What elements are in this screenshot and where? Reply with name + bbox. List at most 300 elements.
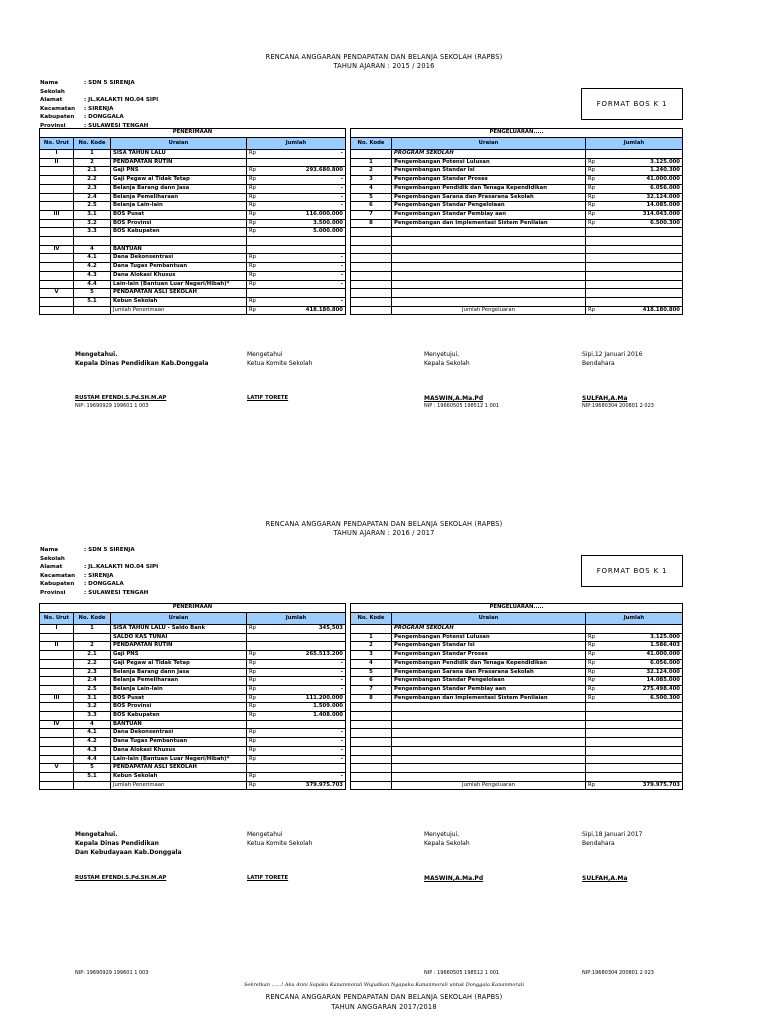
cell-rp: Rp bbox=[247, 755, 264, 764]
cell-jumlah: - bbox=[264, 677, 346, 686]
format-box bbox=[581, 88, 683, 120]
sign-kadis-line3: Dan Kebudayaan Kab.Donggala bbox=[75, 849, 182, 856]
cell-no-kode-out: 2 bbox=[351, 167, 392, 176]
cell-no-kode: 4.4 bbox=[74, 280, 111, 289]
cell-rp-out: Rp bbox=[586, 677, 603, 686]
cell-jumlah-out: 314.043.000 bbox=[603, 210, 683, 219]
section-header-row bbox=[40, 129, 683, 138]
cell-uraian-out: Pengembangan Sarana dan Prasarana Sekolah bbox=[392, 193, 586, 202]
cell-jumlah bbox=[264, 237, 346, 246]
cell-no-kode-out bbox=[351, 297, 392, 306]
table-row bbox=[40, 755, 683, 764]
cell-rp-out: Rp bbox=[586, 184, 603, 193]
total-row bbox=[40, 306, 683, 315]
school-info bbox=[40, 79, 158, 131]
cell-no-kode: 2.4 bbox=[74, 193, 111, 202]
budget-table bbox=[39, 128, 683, 315]
cell-uraian-out: Pengembangan Standar Pengelolaan bbox=[392, 677, 586, 686]
sign-kepsek bbox=[424, 830, 470, 848]
info-row bbox=[40, 79, 158, 96]
cell-no-kode: 2.2 bbox=[74, 659, 111, 668]
cell-no-kode-out bbox=[351, 237, 392, 246]
cell-rp: Rp bbox=[247, 677, 264, 686]
cell-rp-out: Rp bbox=[586, 685, 603, 694]
cell-no-urut bbox=[40, 703, 74, 712]
total-row bbox=[40, 781, 683, 790]
cell-rp: Rp bbox=[247, 729, 264, 738]
cell-jumlah-out bbox=[603, 289, 683, 298]
info-value: : SULAWESI TENGAH bbox=[84, 122, 149, 129]
cell-no-kode-out: 8 bbox=[351, 694, 392, 703]
cell-no-urut bbox=[40, 729, 74, 738]
info-value: : SIRENJA bbox=[84, 105, 114, 112]
total-value-out: 418.180.800 bbox=[603, 306, 683, 315]
cell-no-kode: 2.3 bbox=[74, 184, 111, 193]
table-row bbox=[40, 625, 683, 634]
nip-bendahara: NIP:19680304 200801 2 023 bbox=[582, 970, 654, 976]
cell-no-kode-out: 4 bbox=[351, 184, 392, 193]
cell-jumlah-out bbox=[603, 720, 683, 729]
cell-jumlah: 345,503 bbox=[264, 625, 346, 634]
cell-uraian: PENDAPATAN RUTIN bbox=[111, 158, 247, 167]
cell-uraian: Belanja Pemeliharaan bbox=[111, 677, 247, 686]
name-kadis: RUSTAM EFENDI.S.Pd.SH.M.AP bbox=[75, 395, 167, 401]
table-row bbox=[40, 237, 683, 246]
cell-uraian-out: PROGRAM SEKOLAH bbox=[392, 150, 586, 159]
cell-rp bbox=[247, 764, 264, 773]
cell-jumlah-out bbox=[603, 150, 683, 159]
cell-no-urut bbox=[40, 271, 74, 280]
cell-no-kode-out: 3 bbox=[351, 651, 392, 660]
info-row bbox=[40, 563, 158, 572]
cell-rp-out bbox=[586, 703, 603, 712]
cell-rp-out bbox=[586, 228, 603, 237]
cell-empty bbox=[74, 781, 111, 790]
cell-no-urut bbox=[40, 651, 74, 660]
info-value: : SIRENJA bbox=[84, 572, 114, 579]
cell-no-kode-out: 1 bbox=[351, 158, 392, 167]
info-label: Alamat bbox=[40, 97, 63, 104]
cell-no-urut bbox=[40, 685, 74, 694]
sign-kadis-line1: Mengetahui. bbox=[75, 831, 118, 838]
cell-uraian-out: Pengembangan Potensi Lulusan bbox=[392, 633, 586, 642]
table-row bbox=[40, 659, 683, 668]
cell-no-kode-out: 7 bbox=[351, 685, 392, 694]
cell-jumlah: 5.000.000 bbox=[264, 228, 346, 237]
next-report-title: RENCANA ANGGARAN PENDAPATAN DAN BELANJA SEKOLAH (RAPBS) bbox=[265, 993, 503, 1001]
cell-no-kode-out bbox=[351, 289, 392, 298]
cell-rp-out: Rp bbox=[586, 651, 603, 660]
cell-rp: Rp bbox=[247, 254, 264, 263]
cell-rp: Rp bbox=[247, 184, 264, 193]
cell-no-kode-out: 6 bbox=[351, 677, 392, 686]
cell-uraian-out bbox=[392, 755, 586, 764]
cell-uraian-out: Pengembangan Standar Proses bbox=[392, 651, 586, 660]
cell-rp: Rp bbox=[247, 738, 264, 747]
cell-jumlah-out bbox=[603, 254, 683, 263]
sign-kadis bbox=[75, 350, 208, 368]
info-label: Provinsi bbox=[40, 589, 66, 596]
sign-kadis-line1: Mengetahui. bbox=[75, 351, 118, 358]
cell-rp: Rp bbox=[247, 685, 264, 694]
table-row bbox=[40, 202, 683, 211]
cell-jumlah: 116.000.000 bbox=[264, 210, 346, 219]
total-rp-out: Rp bbox=[586, 306, 603, 315]
cell-uraian: PENDAPATAN RUTIN bbox=[111, 642, 247, 651]
cell-uraian-out bbox=[392, 228, 586, 237]
cell-rp-out bbox=[586, 150, 603, 159]
cell-jumlah: - bbox=[264, 202, 346, 211]
info-value: : SDN 5 SIRENJA bbox=[84, 547, 135, 553]
total-rp: Rp bbox=[247, 306, 264, 315]
cell-rp: Rp bbox=[247, 280, 264, 289]
cell-rp-out bbox=[586, 280, 603, 289]
info-label: Kecamatan bbox=[40, 105, 76, 112]
cell-jumlah bbox=[264, 720, 346, 729]
info-label: Nama Sekolah bbox=[40, 547, 65, 562]
cell-uraian-out bbox=[392, 254, 586, 263]
cell-rp-out: Rp bbox=[586, 668, 603, 677]
table-row bbox=[40, 150, 683, 159]
cell-rp: Rp bbox=[247, 651, 264, 660]
total-label-out: Jumlah Pengeluaran bbox=[392, 781, 586, 790]
cell-rp-out: Rp bbox=[586, 202, 603, 211]
cell-jumlah-out bbox=[603, 263, 683, 272]
cell-rp: Rp bbox=[247, 712, 264, 721]
info-label: Kabupaten bbox=[40, 581, 75, 588]
cell-no-kode: 2.4 bbox=[74, 677, 111, 686]
info-label: Kecamatan bbox=[40, 572, 76, 579]
cell-no-kode-out bbox=[351, 703, 392, 712]
info-value: : SDN 5 SIRENJA bbox=[84, 80, 135, 86]
cell-no-kode-out bbox=[351, 254, 392, 263]
table-row bbox=[40, 280, 683, 289]
cell-jumlah bbox=[264, 245, 346, 254]
cell-uraian: BANTUAN bbox=[111, 245, 247, 254]
sign-komite-line2: Ketua Komite Sekolah bbox=[247, 360, 313, 367]
cell-uraian-out: Pengembangan Standar Proses bbox=[392, 176, 586, 185]
column-header-row bbox=[40, 138, 683, 150]
cell-no-kode: 3.3 bbox=[74, 228, 111, 237]
cell-no-urut bbox=[40, 746, 74, 755]
cell-no-kode: 4.3 bbox=[74, 746, 111, 755]
total-rp-out: Rp bbox=[586, 781, 603, 790]
cell-jumlah-out bbox=[603, 703, 683, 712]
name-komite: LATIF TORETE bbox=[247, 875, 289, 881]
cell-jumlah-out bbox=[603, 746, 683, 755]
cell-uraian: Dana Alokasi Khusus bbox=[111, 746, 247, 755]
cell-no-kode-out: 1 bbox=[351, 633, 392, 642]
cell-rp: Rp bbox=[247, 167, 264, 176]
total-rp: Rp bbox=[247, 781, 264, 790]
cell-no-kode: 1 bbox=[74, 625, 111, 634]
cell-no-kode: 4.1 bbox=[74, 254, 111, 263]
info-label: Nama Sekolah bbox=[40, 80, 65, 95]
cell-no-kode: 3.1 bbox=[74, 210, 111, 219]
cell-jumlah bbox=[264, 158, 346, 167]
cell-no-urut: II bbox=[40, 642, 74, 651]
cell-no-kode-out bbox=[351, 764, 392, 773]
cell-jumlah: - bbox=[264, 150, 346, 159]
col-no-kode-out: No. Kode bbox=[351, 138, 392, 150]
cell-uraian-out bbox=[392, 263, 586, 272]
cell-uraian: BOS Kabupaten bbox=[111, 228, 247, 237]
cell-uraian-out bbox=[392, 738, 586, 747]
sign-bendahara bbox=[582, 830, 642, 848]
school-info bbox=[40, 546, 158, 598]
col-jumlah: Jumlah bbox=[247, 138, 346, 150]
cell-jumlah: - bbox=[264, 668, 346, 677]
name-kepsek: MASWIN,A.Ma.Pd bbox=[424, 395, 484, 402]
sign-date: Sipi,12 Januari 2016 bbox=[582, 351, 643, 358]
format-label: FORMAT BOS K 1 bbox=[596, 100, 668, 108]
sign-kepsek-line2: Kepala Sekolah bbox=[424, 360, 470, 367]
cell-uraian: SISA TAHUN LALU bbox=[111, 150, 247, 159]
cell-uraian: Kebun Sekolah bbox=[111, 297, 247, 306]
cell-uraian: Belanja Barang dann Jasa bbox=[111, 668, 247, 677]
cell-rp-out bbox=[586, 254, 603, 263]
cell-no-kode: 2 bbox=[74, 158, 111, 167]
sign-bendahara-line: Bendahara bbox=[582, 360, 615, 367]
cell-rp-out bbox=[586, 772, 603, 781]
cell-no-kode: 3.2 bbox=[74, 703, 111, 712]
cell-rp-out bbox=[586, 755, 603, 764]
cell-no-urut bbox=[40, 677, 74, 686]
cell-no-kode: 2.5 bbox=[74, 685, 111, 694]
cell-uraian-out: Pengembangan Standar Pembiay aan bbox=[392, 210, 586, 219]
cell-jumlah-out bbox=[603, 712, 683, 721]
cell-no-kode: 5 bbox=[74, 289, 111, 298]
cell-uraian: BANTUAN bbox=[111, 720, 247, 729]
cell-uraian-out bbox=[392, 271, 586, 280]
cell-jumlah: - bbox=[264, 263, 346, 272]
cell-uraian: BOS Pusat bbox=[111, 694, 247, 703]
cell-jumlah: - bbox=[264, 280, 346, 289]
sign-date: Sipi,18 Januari 2017 bbox=[582, 831, 643, 838]
table-row bbox=[40, 642, 683, 651]
cell-uraian-out bbox=[392, 772, 586, 781]
cell-uraian: BOS Pusat bbox=[111, 210, 247, 219]
cell-no-kode: 4.4 bbox=[74, 755, 111, 764]
cell-jumlah-out: 3.125.000 bbox=[603, 633, 683, 642]
cell-no-kode-out bbox=[351, 755, 392, 764]
cell-no-kode bbox=[74, 237, 111, 246]
table-row bbox=[40, 772, 683, 781]
cell-no-kode-out bbox=[351, 772, 392, 781]
cell-jumlah-out bbox=[603, 237, 683, 246]
cell-uraian: Belanja Lain-lain bbox=[111, 202, 247, 211]
cell-uraian: BOS Kabupaten bbox=[111, 712, 247, 721]
format-label: FORMAT BOS K 1 bbox=[596, 567, 668, 575]
table-row bbox=[40, 254, 683, 263]
cell-jumlah: 3.500.000 bbox=[264, 219, 346, 228]
cell-rp bbox=[247, 642, 264, 651]
cell-jumlah-out: 6.500.300 bbox=[603, 219, 683, 228]
cell-no-urut: III bbox=[40, 210, 74, 219]
info-row bbox=[40, 580, 158, 589]
cell-rp: Rp bbox=[247, 297, 264, 306]
cell-no-kode-out bbox=[351, 245, 392, 254]
cell-no-kode-out bbox=[351, 625, 392, 634]
cell-no-urut: I bbox=[40, 625, 74, 634]
cell-rp-out bbox=[586, 297, 603, 306]
cell-jumlah-out: 32.124.000 bbox=[603, 193, 683, 202]
table-row bbox=[40, 694, 683, 703]
cell-jumlah: - bbox=[264, 738, 346, 747]
cell-uraian: Dana Alokasi Khusus bbox=[111, 271, 247, 280]
cell-no-kode: 4.2 bbox=[74, 263, 111, 272]
cell-empty bbox=[40, 306, 74, 315]
cell-uraian-out: Pengembangan Standar Pengelolaan bbox=[392, 202, 586, 211]
cell-no-urut bbox=[40, 254, 74, 263]
total-value: 418.180.800 bbox=[264, 306, 346, 315]
cell-uraian-out bbox=[392, 703, 586, 712]
cell-rp-out: Rp bbox=[586, 158, 603, 167]
table-row bbox=[40, 633, 683, 642]
report-subtitle: TAHUN AJARAN : 2015 / 2016 bbox=[333, 62, 435, 70]
cell-rp bbox=[247, 245, 264, 254]
cell-no-urut bbox=[40, 193, 74, 202]
cell-rp-out: Rp bbox=[586, 633, 603, 642]
col-no-kode-out: No. Kode bbox=[351, 613, 392, 625]
cell-rp-out: Rp bbox=[586, 210, 603, 219]
cell-jumlah bbox=[264, 642, 346, 651]
cell-jumlah bbox=[264, 764, 346, 773]
cell-rp bbox=[247, 720, 264, 729]
cell-rp: Rp bbox=[247, 271, 264, 280]
table-row bbox=[40, 738, 683, 747]
cell-rp-out bbox=[586, 720, 603, 729]
info-label: Kabupaten bbox=[40, 114, 75, 121]
nip-kadis: NIP: 19690929 199601 1 003 bbox=[75, 970, 149, 976]
cell-jumlah: - bbox=[264, 297, 346, 306]
cell-jumlah: - bbox=[264, 176, 346, 185]
cell-no-kode-out bbox=[351, 228, 392, 237]
cell-rp-out bbox=[586, 245, 603, 254]
cell-jumlah: - bbox=[264, 193, 346, 202]
cell-no-kode-out bbox=[351, 712, 392, 721]
cell-uraian-out: Pengembangan Standar Pembiay aan bbox=[392, 685, 586, 694]
table-row bbox=[40, 764, 683, 773]
cell-jumlah-out: 41.000.000 bbox=[603, 176, 683, 185]
cell-no-urut bbox=[40, 219, 74, 228]
cell-rp-out: Rp bbox=[586, 219, 603, 228]
cell-no-kode: 2.2 bbox=[74, 176, 111, 185]
total-label-out: Jumlah Pengeluaran bbox=[392, 306, 586, 315]
cell-jumlah-out bbox=[603, 280, 683, 289]
cell-no-kode: 4.3 bbox=[74, 271, 111, 280]
cell-no-kode: 2.1 bbox=[74, 651, 111, 660]
cell-rp bbox=[247, 237, 264, 246]
cell-no-urut bbox=[40, 297, 74, 306]
cell-uraian-out: Pengembangan Pendidik dan Tenaga Kependidikan bbox=[392, 184, 586, 193]
table-row bbox=[40, 703, 683, 712]
cell-no-kode-out bbox=[351, 280, 392, 289]
table-row bbox=[40, 210, 683, 219]
cell-no-kode: 4.2 bbox=[74, 738, 111, 747]
cell-rp-out bbox=[586, 729, 603, 738]
cell-jumlah-out bbox=[603, 245, 683, 254]
cell-uraian-out: Pengembangan Potensi Lulusan bbox=[392, 158, 586, 167]
cell-jumlah-out: 41.000.000 bbox=[603, 651, 683, 660]
cell-jumlah-out bbox=[603, 228, 683, 237]
report-title: RENCANA ANGGARAN PENDAPATAN DAN BELANJA SEKOLAH (RAPBS) bbox=[265, 520, 503, 528]
cell-uraian-out bbox=[392, 746, 586, 755]
cell-jumlah-out bbox=[603, 729, 683, 738]
cell-no-kode: 3.2 bbox=[74, 219, 111, 228]
sign-bendahara bbox=[582, 350, 642, 368]
cell-uraian: Belanja Pemeliharaan bbox=[111, 193, 247, 202]
info-label: Alamat bbox=[40, 564, 63, 571]
name-kepsek: MASWIN,A.Ma.Pd bbox=[424, 875, 484, 882]
info-label: Provinsi bbox=[40, 122, 66, 129]
total-label: Jumlah Penerimaan bbox=[111, 781, 247, 790]
cell-no-kode-out: 4 bbox=[351, 659, 392, 668]
cell-uraian: PENDAPATAN ASLI SEKOLAH bbox=[111, 289, 247, 298]
format-box bbox=[581, 555, 683, 587]
table-row bbox=[40, 176, 683, 185]
cell-uraian: BOS Provinsi bbox=[111, 219, 247, 228]
cell-rp-out: Rp bbox=[586, 659, 603, 668]
name-bendahara: SULFAH,A.Ma bbox=[582, 395, 628, 402]
info-row bbox=[40, 589, 158, 598]
budget-table bbox=[39, 603, 683, 790]
cell-no-kode-out: 6 bbox=[351, 202, 392, 211]
sign-kepsek-line2: Kepala Sekolah bbox=[424, 840, 470, 847]
cell-jumlah-out: 275.498.400 bbox=[603, 685, 683, 694]
cell-uraian-out bbox=[392, 764, 586, 773]
cell-uraian: Belanja Lain-lain bbox=[111, 685, 247, 694]
cell-uraian-out bbox=[392, 712, 586, 721]
cell-jumlah-out: 14.085.000 bbox=[603, 677, 683, 686]
total-value: 379.975.703 bbox=[264, 781, 346, 790]
cell-jumlah bbox=[264, 633, 346, 642]
cell-jumlah-out bbox=[603, 764, 683, 773]
penerimaan-header: PENERIMAAN bbox=[40, 129, 346, 138]
cell-rp-out bbox=[586, 712, 603, 721]
cell-jumlah-out bbox=[603, 755, 683, 764]
nip-kepsek: NIP : 19660505 198512 1 001 bbox=[424, 970, 500, 976]
cell-uraian-out: Pengembangan Standar Isi bbox=[392, 167, 586, 176]
cell-uraian-out bbox=[392, 729, 586, 738]
cell-jumlah-out: 1.586.403 bbox=[603, 642, 683, 651]
cell-no-kode: 5 bbox=[74, 764, 111, 773]
cell-no-kode-out bbox=[351, 729, 392, 738]
penerimaan-header: PENERIMAAN bbox=[40, 604, 346, 613]
cell-rp: Rp bbox=[247, 219, 264, 228]
col-no-urut: No. Urut bbox=[40, 613, 74, 625]
cell-jumlah-out: 6.056.000 bbox=[603, 184, 683, 193]
cell-rp-out bbox=[586, 625, 603, 634]
cell-rp-out bbox=[586, 764, 603, 773]
cell-uraian-out: Pengembangan Sarana dan Prasarana Sekolah bbox=[392, 668, 586, 677]
cell-jumlah-out: 6.056.000 bbox=[603, 659, 683, 668]
cell-uraian: Gaji PNS bbox=[111, 651, 247, 660]
cell-no-kode: 5.1 bbox=[74, 297, 111, 306]
cell-uraian: Lain-lain (Bantuan Luar Negeri/Hibah)* bbox=[111, 280, 247, 289]
cell-no-urut bbox=[40, 263, 74, 272]
cell-empty bbox=[74, 306, 111, 315]
cell-jumlah-out bbox=[603, 271, 683, 280]
cell-no-urut bbox=[40, 184, 74, 193]
cell-rp: Rp bbox=[247, 210, 264, 219]
report-subtitle: TAHUN AJARAN : 2016 / 2017 bbox=[333, 529, 435, 537]
sign-komite-line1: Mengetahui bbox=[247, 351, 283, 358]
nip-kadis: NIP: 19690929 199601 1 003 bbox=[75, 403, 149, 409]
cell-no-kode: 3.3 bbox=[74, 712, 111, 721]
cell-uraian: Gaji PNS bbox=[111, 167, 247, 176]
cell-jumlah: - bbox=[264, 271, 346, 280]
